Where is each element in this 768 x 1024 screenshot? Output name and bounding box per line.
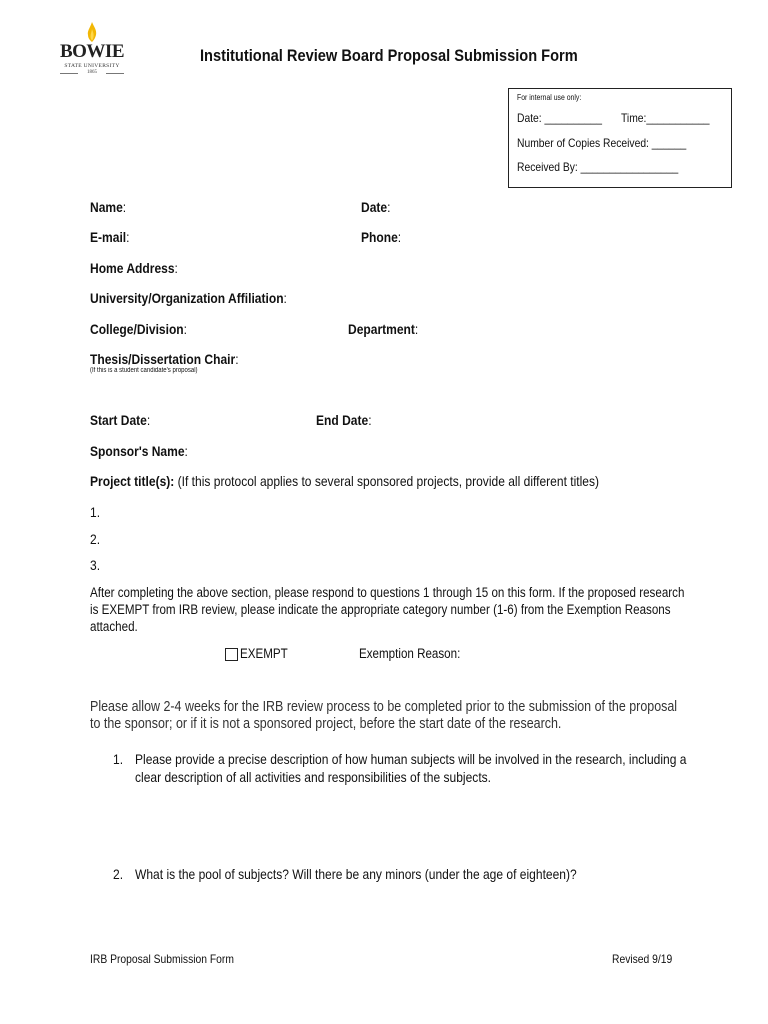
logo-wordmark: BOWIE — [59, 41, 125, 62]
logo-subtitle: STATE UNIVERSITY — [64, 63, 120, 69]
exemption-reason-label: Exemption Reason: — [359, 646, 461, 661]
question-1-line-1: Please provide a precise description of how human subjects will be involved in the research, including a — [135, 751, 687, 767]
notice-line-2: to the sponsor; or if it is not a sponsored project, before the start date of the research. — [90, 716, 562, 732]
internal-time-line: Time:___________ — [621, 111, 710, 125]
name-field-label: Name: — [90, 199, 127, 215]
email-field-label: E-mail: — [90, 229, 130, 245]
project-titles-label: Project title(s): (If this protocol applies to several sponsored projects, provide all different titles) — [90, 473, 600, 489]
project-item-1: 1. — [90, 504, 101, 520]
instructions-line-1: After completing the above section, please respond to questions 1 through 15 on this form. If the proposed research — [90, 585, 685, 600]
affiliation-label: University/Organization Affiliation: — [90, 290, 287, 306]
department-label: Department: — [348, 321, 419, 337]
internal-use-header: For internal use only: — [517, 93, 582, 102]
instructions-line-2: is EXEMPT from IRB review, please indicate the appropriate category number (1-6) from the Exemption Reasons — [90, 602, 671, 617]
exempt-checkbox[interactable] — [225, 648, 238, 661]
logo-rule-right — [106, 73, 124, 74]
internal-use-box — [508, 88, 732, 188]
sponsor-label: Sponsor's Name: — [90, 443, 188, 459]
question-1-line-2: clear description of all activities and responsibilities of the subjects. — [135, 769, 492, 785]
internal-copies-line: Number of Copies Received: ______ — [517, 136, 687, 150]
internal-received-line: Received By: _________________ — [517, 160, 679, 174]
college-label: College/Division: — [90, 321, 188, 337]
chair-note: (If this is a student candidate's proposal) — [90, 367, 198, 374]
university-logo — [58, 22, 128, 78]
internal-date-line: Date: __________ — [517, 111, 602, 125]
notice-line-1: Please allow 2-4 weeks for the IRB review process to be completed prior to the submission of the proposal — [90, 699, 678, 715]
instructions-line-3: attached. — [90, 619, 138, 634]
flame-icon — [87, 22, 97, 42]
phone-field-label: Phone: — [361, 229, 402, 245]
question-1-number: 1. — [113, 751, 124, 767]
project-item-3: 3. — [90, 557, 101, 573]
home-address-label: Home Address: — [90, 260, 178, 276]
form-title: Institutional Review Board Proposal Submission Form — [200, 46, 578, 65]
question-2-line-1: What is the pool of subjects? Will there be any minors (under the age of eighteen)? — [135, 866, 577, 882]
question-2-number: 2. — [113, 866, 124, 882]
chair-label: Thesis/Dissertation Chair: — [90, 351, 239, 367]
start-date-label: Start Date: — [90, 412, 151, 428]
logo-year: 1865 — [87, 70, 97, 75]
exempt-label: EXEMPT — [240, 646, 288, 661]
end-date-label: End Date: — [316, 412, 372, 428]
footer-revision: Revised 9/19 — [612, 952, 673, 966]
date-field-label: Date: — [361, 199, 391, 215]
project-item-2: 2. — [90, 531, 101, 547]
footer-form-name: IRB Proposal Submission Form — [90, 952, 234, 966]
